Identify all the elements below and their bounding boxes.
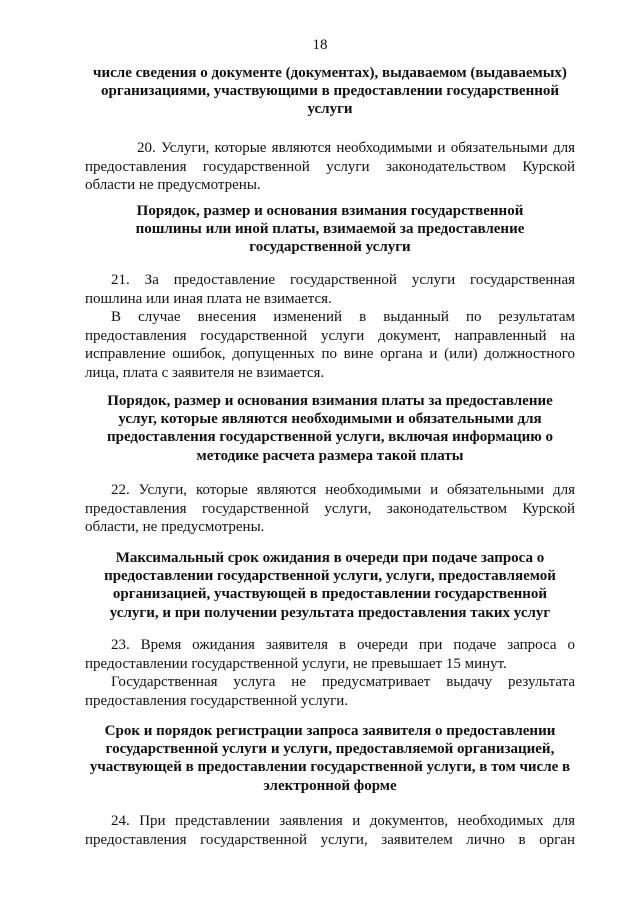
- heading-line: числе сведения о документе (документах), выдаваемом (выдаваемых): [93, 65, 567, 81]
- paragraph-line: 21. За предоставление государственной услуги государственная: [111, 272, 575, 288]
- heading-line: государственной услуги и услуги, предоставляемой организацией,: [105, 741, 555, 758]
- section-heading-documents-issued: [85, 64, 575, 119]
- heading-line: услуг, которые являются необходимыми и обязательными для: [118, 411, 542, 428]
- heading-line: услуги, и при получении результата предоставления таких услуг: [109, 604, 551, 621]
- paragraph-line: области не предусмотрены.: [85, 177, 261, 194]
- paragraph-22: [85, 481, 575, 537]
- paragraph-line: предоставления государственной услуги.: [85, 692, 349, 709]
- paragraph-24: [85, 812, 575, 849]
- section-heading-state-fee: [85, 202, 575, 257]
- paragraph-line: 22. Услуги, которые являются необходимыми и обязательными для: [111, 482, 575, 498]
- paragraph-line: 23. Время ожидания заявителя в очереди при подаче запроса о: [111, 637, 575, 653]
- heading-line: услуги: [307, 101, 353, 118]
- heading-line: Порядок, размер и основания взимания государственной: [136, 203, 524, 219]
- paragraph-line: предоставления государственной услуги, заявителем лично в орган: [85, 831, 575, 848]
- paragraph-line: Государственная услуга не предусматривает выдачу результата: [111, 674, 575, 690]
- paragraph-line: В случае внесения изменений в выданный по результатам: [111, 309, 575, 325]
- paragraph-line: 24. При представлении заявления и документов, необходимых для: [111, 813, 575, 829]
- heading-line: пошлины или иной платы, взимаемой за предоставление: [135, 221, 525, 238]
- paragraph-line: предоставления государственной услуги, законодательством Курской: [85, 500, 575, 517]
- paragraph-line: лица, плата с заявителя не взимается.: [85, 364, 325, 381]
- paragraph-line: области, не предусмотрены.: [85, 519, 265, 536]
- paragraph-line: исправление ошибок, допущенных по вине органа и (или) должностного: [85, 346, 575, 363]
- paragraph-line: 20. Услуги, которые являются необходимыми и обязательными для: [137, 140, 575, 156]
- paragraph-line: пошлина или иная плата не взимается.: [85, 290, 332, 307]
- paragraph-21-continued: [85, 308, 575, 382]
- section-heading-request-registration: [85, 722, 575, 795]
- heading-line: государственной услуги: [249, 239, 411, 256]
- heading-line: Максимальный срок ожидания в очереди при подаче запроса о: [115, 550, 545, 566]
- heading-line: организациями, участвующими в предоставлении государственной: [100, 83, 560, 100]
- paragraph-20: [85, 139, 575, 195]
- heading-line: предоставления государственной услуги, включая информацию о: [106, 429, 554, 446]
- paragraph-line: предоставления государственной услуги законодательством Курской: [85, 158, 575, 175]
- paragraph-23: [85, 636, 575, 673]
- heading-line: электронной форме: [263, 777, 397, 794]
- heading-line: Порядок, размер и основания взимания платы за предоставление: [107, 393, 553, 409]
- section-heading-queue-waiting-time: [85, 549, 575, 622]
- heading-line: предоставлении государственной услуги, услуги, предоставляемой: [104, 568, 556, 585]
- heading-line: методике расчета размера такой платы: [196, 447, 464, 464]
- paragraph-21: [85, 271, 575, 308]
- page-number: 18: [312, 37, 328, 53]
- paragraph-line: предоставления государственной услуги документ, направленный на: [85, 327, 575, 344]
- heading-line: Срок и порядок регистрации запроса заявителя о предоставлении: [104, 723, 556, 739]
- heading-line: участвующей в предоставлении государственной услуги, в том числе в: [89, 759, 571, 776]
- paragraph-23-continued: [85, 673, 575, 710]
- paragraph-line: предоставлении государственной услуги, не превышает 15 минут.: [85, 655, 507, 672]
- heading-line: организацией, участвующей в предоставлении государственной: [112, 586, 548, 603]
- section-heading-mandatory-services-fee: [85, 392, 575, 465]
